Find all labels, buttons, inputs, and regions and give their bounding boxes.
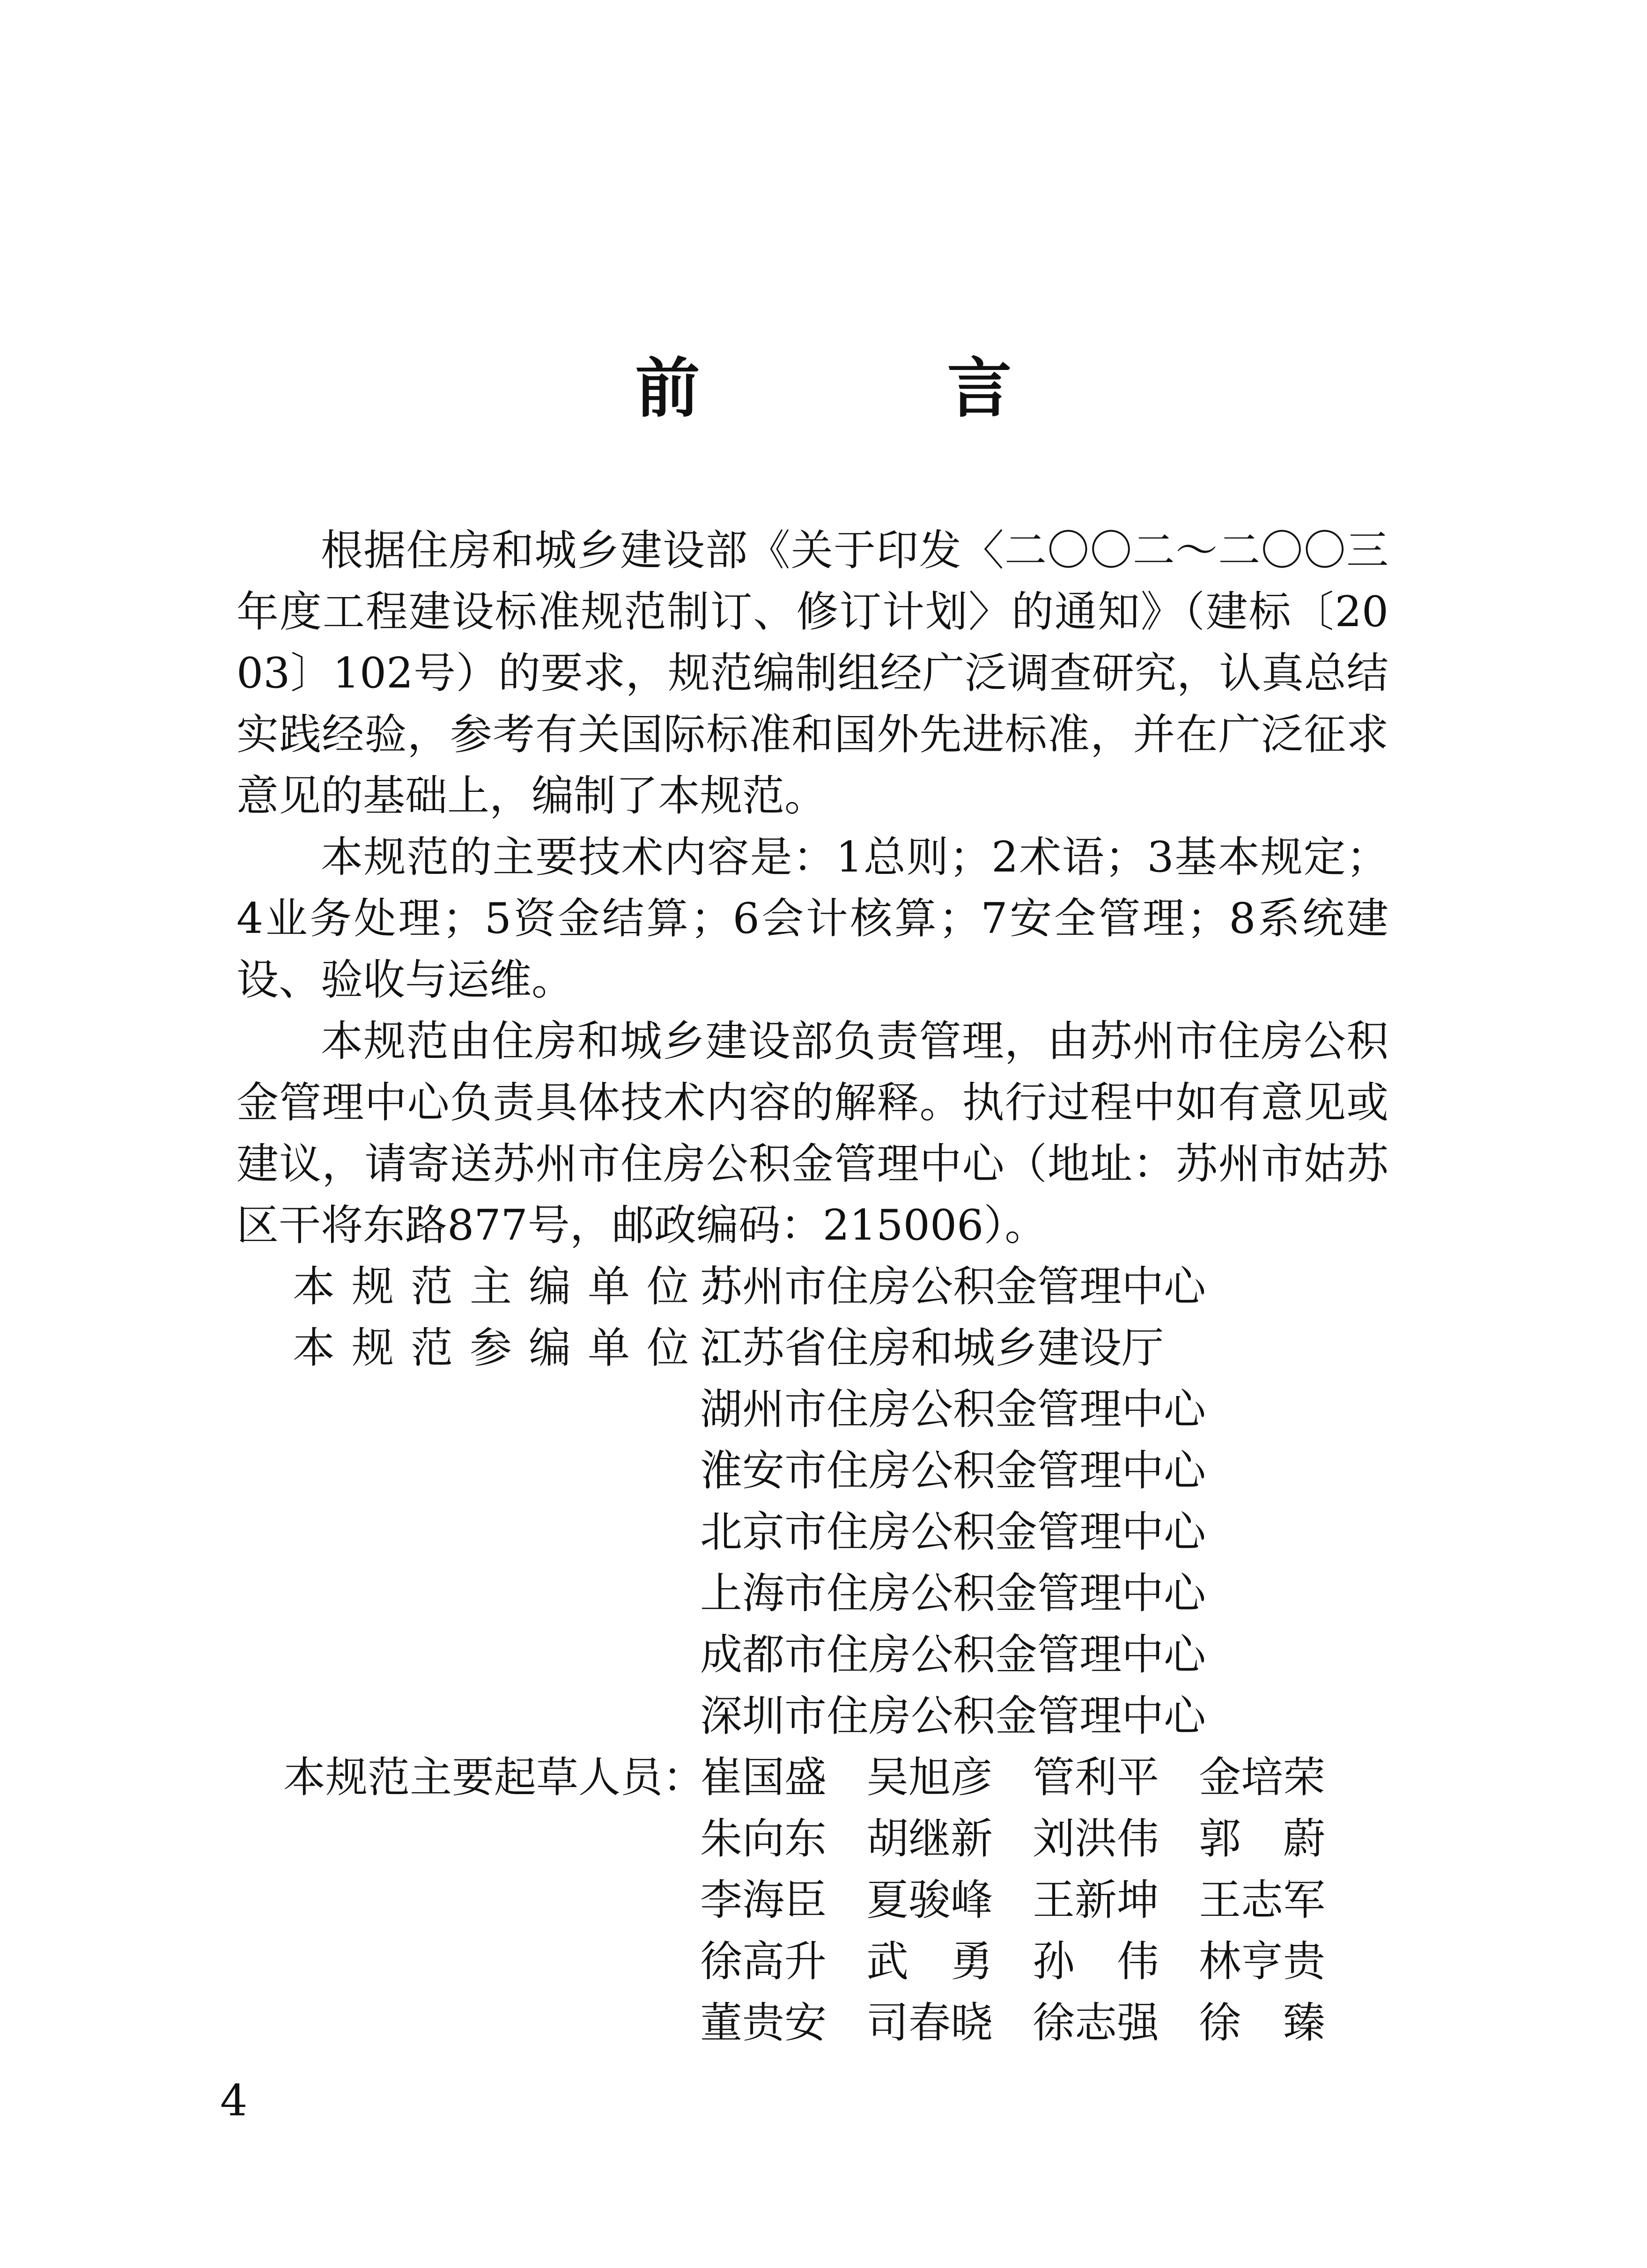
drafter-name: 徐 臻: [1199, 1998, 1325, 2047]
drafter-name: 林亨贵: [1199, 1937, 1325, 1986]
drafter-name: 孙 伟: [1033, 1937, 1159, 1986]
drafter-name: 郭 蔚: [1199, 1814, 1325, 1863]
participating-unit: 成都市住房公积金管理中心: [700, 1630, 1206, 1679]
preface-paragraph: 本规范由住房和城乡建设部负责管理，由苏州市住房公积金管理中心负责具体技术内容的解释。执行过程中如有意见或建议，请寄送苏州市住房公积金管理中心（地址：苏州市姑苏区干将东路877号，邮政编码：215006）。: [236, 1017, 1389, 1250]
participating-units-list: [700, 1317, 1389, 1747]
drafter-name: 金培荣: [1199, 1753, 1325, 1802]
drafter-name: 武 勇: [866, 1937, 993, 1986]
participating-unit: 淮安市住房公积金管理中心: [700, 1446, 1206, 1495]
drafter-name: 王新坤: [1033, 1876, 1159, 1925]
drafter-name: 徐高升: [700, 1937, 827, 1986]
chief-unit-row: [236, 1256, 1389, 1317]
participating-unit: 湖州市住房公积金管理中心: [700, 1385, 1206, 1434]
preface-paragraph: 根据住房和城乡建设部《关于印发〈二〇〇二～二〇〇三年度工程建设标准规范制订、修订计划〉的通知》（建标〔2003〕102号）的要求，规范编制组经广泛调查研究，认真总结实践经验，参考有关国际标准和国外先进标准，并在广泛征求意见的基础上，编制了本规范。: [236, 526, 1389, 820]
participating-units-row: [236, 1317, 1389, 1747]
participating-units-label: 本规范参编单位：: [293, 1323, 765, 1373]
participating-unit: 上海市住房公积金管理中心: [700, 1569, 1206, 1618]
participating-unit: 北京市住房公积金管理中心: [700, 1507, 1206, 1557]
drafter-name: 崔国盛: [700, 1753, 827, 1802]
drafter-name: 司春晓: [866, 1998, 993, 2047]
preface-paragraph: 本规范的主要技术内容是：1总则；2术语；3基本规定；4业务处理；5资金结算；6会计核算；7安全管理；8系统建设、验收与运维。: [236, 833, 1389, 1005]
drafter-name: 刘洪伟: [1033, 1814, 1159, 1863]
participating-unit: 江苏省住房和城乡建设厅: [700, 1323, 1164, 1373]
drafter-name: 胡继新: [866, 1814, 993, 1863]
drafter-name: 夏骏峰: [866, 1876, 993, 1925]
preface-body: [236, 520, 1389, 2054]
drafter-name: 徐志强: [1033, 1998, 1159, 2047]
page-number: 4: [220, 2076, 248, 2126]
drafter-name: 吴旭彦: [866, 1753, 993, 1802]
participating-unit: 深圳市住房公积金管理中心: [700, 1692, 1206, 1741]
drafter-name: 李海臣: [700, 1876, 827, 1925]
chief-unit-label: 本规范主编单位：: [293, 1262, 765, 1311]
drafter-name: 朱向东: [700, 1814, 827, 1863]
drafters-label: 本规范主要起草人员：: [283, 1753, 705, 1802]
drafter-name: 管利平: [1033, 1753, 1159, 1802]
drafters-list: [700, 1747, 1389, 2054]
drafter-name: 王志军: [1199, 1876, 1325, 1925]
drafters-row: [236, 1747, 1389, 2054]
chief-unit-value: 苏州市住房公积金管理中心: [700, 1262, 1206, 1311]
page-title: 前 言: [635, 350, 1124, 426]
drafter-name: 董贵安: [700, 1998, 827, 2047]
